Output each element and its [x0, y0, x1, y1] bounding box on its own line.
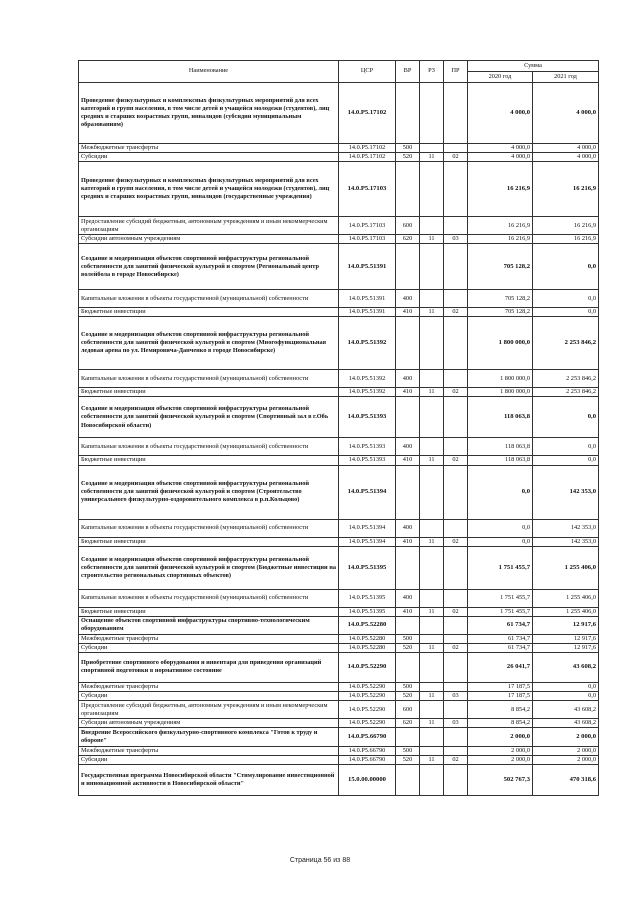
col-sum-header: Сумма: [468, 61, 599, 72]
cell-vr: [396, 244, 420, 290]
cell-name: Межбюджетные трансферты: [79, 747, 339, 756]
cell-csr: 14.0.P5.51392: [339, 388, 396, 397]
cell-vr: 400: [396, 370, 420, 388]
cell-pr: [444, 465, 468, 519]
cell-2021: 0,0: [533, 682, 599, 691]
cell-2020: 61 734,7: [468, 643, 533, 652]
cell-pr: [444, 634, 468, 643]
cell-name: Государственная программа Новосибирской области "Стимулирование инвестиционной и инновационной активности в Новосибирской области": [79, 765, 339, 796]
cell-vr: 520: [396, 692, 420, 701]
cell-csr: 14.0.P5.51391: [339, 308, 396, 317]
table-row: [79, 747, 599, 756]
cell-2021: 2 000,0: [533, 728, 599, 747]
cell-name: Межбюджетные трансферты: [79, 682, 339, 691]
cell-name: Субсидии: [79, 756, 339, 765]
cell-csr: 14.0.P5.52290: [339, 682, 396, 691]
cell-rz: [420, 217, 444, 235]
cell-2021: 0,0: [533, 397, 599, 438]
col-rz-header: РЗ: [420, 61, 444, 83]
cell-name: Бюджетные инвестиции: [79, 388, 339, 397]
cell-2020: 61 734,7: [468, 634, 533, 643]
cell-vr: [396, 317, 420, 370]
cell-name: Субсидии: [79, 643, 339, 652]
cell-csr: 14.0.P5.51395: [339, 546, 396, 589]
cell-2020: 16 216,9: [468, 217, 533, 235]
cell-pr: 02: [444, 756, 468, 765]
cell-name: Субсидии автономным учреждениям: [79, 719, 339, 728]
cell-name: Капитальные вложения в объекты государственной (муниципальной) собственности: [79, 290, 339, 308]
cell-rz: 11: [420, 235, 444, 244]
cell-rz: 11: [420, 719, 444, 728]
cell-2021: 12 917,6: [533, 616, 599, 634]
table-row: [79, 519, 599, 537]
table-row: [79, 589, 599, 607]
cell-rz: [420, 370, 444, 388]
cell-vr: 400: [396, 290, 420, 308]
cell-vr: [396, 397, 420, 438]
cell-csr: 14.0.P5.51394: [339, 519, 396, 537]
cell-csr: 14.0.P5.51395: [339, 589, 396, 607]
cell-rz: 11: [420, 388, 444, 397]
cell-csr: 14.0.P5.52280: [339, 643, 396, 652]
cell-csr: 14.0.P5.51391: [339, 244, 396, 290]
cell-csr: 14.0.P5.17102: [339, 83, 396, 144]
cell-2020: 1 800 000,0: [468, 370, 533, 388]
table-row: [79, 682, 599, 691]
cell-name: Создание и модернизация объектов спортивной инфраструктуры региональной собственности для занятий физической культурой и спортом (Спортивный зал в г.Обь Новосибирской области): [79, 397, 339, 438]
cell-vr: [396, 728, 420, 747]
cell-vr: 520: [396, 643, 420, 652]
cell-csr: 14.0.P5.66790: [339, 747, 396, 756]
cell-2020: 17 187,5: [468, 682, 533, 691]
cell-csr: 14.0.P5.52280: [339, 616, 396, 634]
cell-2021: 1 255 406,0: [533, 589, 599, 607]
budget-sheet: [78, 60, 598, 796]
cell-2020: 16 216,9: [468, 162, 533, 217]
cell-name: Создание и модернизация объектов спортивной инфраструктуры региональной собственности для занятий физической культурой и спортом (Строительство универсального физкультурно-оздоровительного комплекса в р.п.Кольцово): [79, 465, 339, 519]
cell-2020: 2 000,0: [468, 756, 533, 765]
cell-rz: [420, 162, 444, 217]
cell-2021: 0,0: [533, 290, 599, 308]
cell-2020: 705 128,2: [468, 308, 533, 317]
cell-rz: [420, 701, 444, 719]
cell-csr: 14.0.P5.51391: [339, 290, 396, 308]
cell-2021: 43 608,2: [533, 652, 599, 682]
cell-name: Межбюджетные трансферты: [79, 144, 339, 153]
cell-pr: [444, 765, 468, 796]
cell-csr: 14.0.P5.51395: [339, 607, 396, 616]
cell-rz: [420, 244, 444, 290]
cell-vr: 410: [396, 537, 420, 546]
cell-pr: 02: [444, 388, 468, 397]
table-row: [79, 701, 599, 719]
cell-vr: 620: [396, 719, 420, 728]
cell-pr: 03: [444, 692, 468, 701]
cell-2021: 12 917,6: [533, 634, 599, 643]
cell-pr: [444, 519, 468, 537]
cell-vr: 400: [396, 438, 420, 456]
col-2020-header: 2020 год: [468, 72, 533, 83]
cell-vr: [396, 616, 420, 634]
cell-2020: 705 128,2: [468, 290, 533, 308]
cell-name: Субсидии: [79, 692, 339, 701]
budget-table: [78, 60, 599, 796]
table-row: [79, 244, 599, 290]
cell-name: Бюджетные инвестиции: [79, 308, 339, 317]
cell-csr: 14.0.P5.52290: [339, 701, 396, 719]
cell-csr: 14.0.P5.52290: [339, 692, 396, 701]
cell-2021: 142 353,0: [533, 537, 599, 546]
cell-pr: [444, 616, 468, 634]
cell-pr: [444, 144, 468, 153]
table-row: [79, 308, 599, 317]
cell-name: Бюджетные инвестиции: [79, 607, 339, 616]
cell-pr: [444, 370, 468, 388]
cell-csr: 14.0.P5.66790: [339, 728, 396, 747]
cell-name: Проведение физкультурных и комплексных физкультурных мероприятий для всех категорий и групп населения, в том числе детей и учащейся молодежи (студентов), лиц средних и старших возрастных групп, инвалидов (государственные учреждения): [79, 162, 339, 217]
cell-vr: 520: [396, 153, 420, 162]
table-row: [79, 765, 599, 796]
cell-2020: 705 128,2: [468, 244, 533, 290]
cell-2021: 470 318,6: [533, 765, 599, 796]
cell-name: Оснащение объектов спортивной инфраструктуры спортивно-технологическим оборудованием: [79, 616, 339, 634]
cell-pr: [444, 682, 468, 691]
cell-2020: 118 063,8: [468, 397, 533, 438]
cell-2020: 4 000,0: [468, 83, 533, 144]
cell-2021: 2 253 846,2: [533, 317, 599, 370]
cell-rz: [420, 682, 444, 691]
cell-2021: 0,0: [533, 438, 599, 456]
cell-vr: 620: [396, 235, 420, 244]
cell-2020: 1 751 455,7: [468, 546, 533, 589]
cell-csr: 14.0.P5.51392: [339, 370, 396, 388]
cell-name: Субсидии автономным учреждениям: [79, 235, 339, 244]
cell-2020: 17 187,5: [468, 692, 533, 701]
cell-pr: [444, 652, 468, 682]
cell-rz: [420, 546, 444, 589]
cell-2020: 16 216,9: [468, 235, 533, 244]
cell-vr: 600: [396, 701, 420, 719]
cell-vr: 410: [396, 388, 420, 397]
cell-vr: 520: [396, 756, 420, 765]
cell-pr: [444, 546, 468, 589]
cell-2021: 4 000,0: [533, 83, 599, 144]
cell-vr: 400: [396, 519, 420, 537]
cell-pr: [444, 317, 468, 370]
cell-2021: 0,0: [533, 244, 599, 290]
cell-name: Капитальные вложения в объекты государственной (муниципальной) собственности: [79, 589, 339, 607]
cell-rz: [420, 317, 444, 370]
cell-2020: 0,0: [468, 519, 533, 537]
cell-csr: 14.0.P5.51393: [339, 397, 396, 438]
cell-pr: 02: [444, 537, 468, 546]
table-row: [79, 388, 599, 397]
cell-2020: 502 767,3: [468, 765, 533, 796]
cell-rz: 11: [420, 756, 444, 765]
cell-rz: 11: [420, 607, 444, 616]
cell-2021: 16 216,9: [533, 162, 599, 217]
cell-rz: [420, 519, 444, 537]
col-csr-header: ЦСР: [339, 61, 396, 83]
table-row: [79, 756, 599, 765]
cell-2020: 8 854,2: [468, 701, 533, 719]
cell-vr: 410: [396, 308, 420, 317]
cell-2020: 8 854,2: [468, 719, 533, 728]
cell-csr: 14.0.P5.17102: [339, 144, 396, 153]
table-row: [79, 317, 599, 370]
cell-vr: [396, 162, 420, 217]
cell-vr: 410: [396, 607, 420, 616]
cell-2021: 1 255 406,0: [533, 546, 599, 589]
cell-csr: 14.0.P5.51394: [339, 465, 396, 519]
table-body: [79, 83, 599, 796]
cell-rz: [420, 747, 444, 756]
cell-pr: 02: [444, 153, 468, 162]
table-row: [79, 719, 599, 728]
cell-csr: 14.0.P5.52290: [339, 719, 396, 728]
table-row: [79, 546, 599, 589]
cell-csr: 14.0.P5.17103: [339, 235, 396, 244]
cell-csr: 15.0.00.00000: [339, 765, 396, 796]
cell-pr: [444, 162, 468, 217]
cell-csr: 14.0.P5.52290: [339, 652, 396, 682]
cell-2020: 26 041,7: [468, 652, 533, 682]
cell-csr: 14.0.P5.51393: [339, 456, 396, 465]
table-row: [79, 634, 599, 643]
cell-vr: [396, 465, 420, 519]
col-pr-header: ПР: [444, 61, 468, 83]
cell-2020: 61 734,7: [468, 616, 533, 634]
cell-name: Капитальные вложения в объекты государственной (муниципальной) собственности: [79, 438, 339, 456]
cell-name: Создание и модернизация объектов спортивной инфраструктуры региональной собственности для занятий физической культурой и спортом (Многофункциональная ледовая арена по ул. Немировича-Данченко в городе Новосибирске): [79, 317, 339, 370]
cell-2020: 4 000,0: [468, 144, 533, 153]
page-number: Страница 56 из 88: [289, 857, 351, 864]
cell-2021: 16 216,9: [533, 217, 599, 235]
cell-name: Предоставление субсидий бюджетным, автономным учреждениям и иным некоммерческим организациям: [79, 217, 339, 235]
cell-rz: [420, 397, 444, 438]
cell-csr: 14.0.P5.17103: [339, 217, 396, 235]
cell-csr: 14.0.P5.66790: [339, 756, 396, 765]
cell-rz: [420, 652, 444, 682]
cell-pr: [444, 701, 468, 719]
cell-csr: 14.0.P5.51392: [339, 317, 396, 370]
cell-2020: 1 800 000,0: [468, 317, 533, 370]
cell-rz: 11: [420, 308, 444, 317]
cell-vr: 400: [396, 589, 420, 607]
cell-2021: 142 353,0: [533, 519, 599, 537]
cell-2021: 0,0: [533, 308, 599, 317]
table-row: [79, 144, 599, 153]
cell-rz: [420, 290, 444, 308]
cell-name: Субсидии: [79, 153, 339, 162]
cell-2020: 118 063,8: [468, 456, 533, 465]
table-row: [79, 692, 599, 701]
table-row: [79, 465, 599, 519]
cell-csr: 14.0.P5.51394: [339, 537, 396, 546]
cell-pr: [444, 397, 468, 438]
cell-name: Приобретение спортивного оборудования и инвентаря для приведения организаций спортивной подготовки в нормативное состояние: [79, 652, 339, 682]
cell-2021: 2 253 846,2: [533, 388, 599, 397]
cell-name: Капитальные вложения в объекты государственной (муниципальной) собственности: [79, 519, 339, 537]
cell-rz: [420, 616, 444, 634]
cell-name: Межбюджетные трансферты: [79, 634, 339, 643]
cell-name: Бюджетные инвестиции: [79, 537, 339, 546]
cell-2020: 0,0: [468, 537, 533, 546]
cell-pr: 02: [444, 643, 468, 652]
cell-2021: 0,0: [533, 692, 599, 701]
cell-2021: 2 000,0: [533, 756, 599, 765]
cell-name: Внедрение Всероссийского физкультурно-спортивного комплекса "Готов к труду и обороне": [79, 728, 339, 747]
cell-csr: 14.0.P5.52280: [339, 634, 396, 643]
cell-2021: 142 353,0: [533, 465, 599, 519]
cell-pr: [444, 244, 468, 290]
cell-pr: [444, 438, 468, 456]
table-row: [79, 217, 599, 235]
cell-2020: 2 000,0: [468, 728, 533, 747]
cell-rz: 11: [420, 692, 444, 701]
cell-rz: [420, 465, 444, 519]
cell-name: Бюджетные инвестиции: [79, 456, 339, 465]
cell-vr: [396, 652, 420, 682]
cell-rz: [420, 728, 444, 747]
cell-rz: [420, 765, 444, 796]
table-row: [79, 153, 599, 162]
cell-name: Создание и модернизация объектов спортивной инфраструктуры региональной собственности для занятий физической культурой и спортом (Бюджетные инвестиции на строительство региональных спортивных объектов): [79, 546, 339, 589]
cell-vr: [396, 546, 420, 589]
table-row: [79, 438, 599, 456]
cell-name: Создание и модернизация объектов спортивной инфраструктуры региональной собственности для занятий физической культурой и спортом (Региональный центр волейбола в городе Новосибирске): [79, 244, 339, 290]
table-row: [79, 235, 599, 244]
table-row: [79, 456, 599, 465]
cell-vr: 500: [396, 634, 420, 643]
table-row: [79, 397, 599, 438]
cell-csr: 14.0.P5.17103: [339, 162, 396, 217]
cell-name: Предоставление субсидий бюджетным, автономным учреждениям и иным некоммерческим организациям: [79, 701, 339, 719]
cell-rz: 11: [420, 456, 444, 465]
table-row: [79, 537, 599, 546]
col-name-header: Наименование: [79, 61, 339, 83]
col-2021-header: 2021 год: [533, 72, 599, 83]
cell-vr: 500: [396, 144, 420, 153]
table-row: [79, 607, 599, 616]
table-row: [79, 643, 599, 652]
cell-2021: 16 216,9: [533, 235, 599, 244]
cell-pr: 02: [444, 607, 468, 616]
cell-2020: 1 751 455,7: [468, 607, 533, 616]
cell-rz: [420, 634, 444, 643]
cell-rz: [420, 144, 444, 153]
cell-rz: [420, 589, 444, 607]
cell-2021: 2 253 846,2: [533, 370, 599, 388]
table-row: [79, 728, 599, 747]
cell-2021: 43 608,2: [533, 701, 599, 719]
cell-2020: 1 800 000,0: [468, 388, 533, 397]
cell-vr: [396, 83, 420, 144]
cell-pr: 02: [444, 456, 468, 465]
cell-2020: 2 000,0: [468, 747, 533, 756]
cell-pr: [444, 217, 468, 235]
cell-vr: 500: [396, 682, 420, 691]
cell-name: Проведение физкультурных и комплексных физкультурных мероприятий для всех категорий и групп населения, в том числе детей и учащейся молодежи (студентов), лиц средних и старших возрастных групп, инвалидов (субсидии муниципальным образованиям): [79, 83, 339, 144]
cell-2021: 2 000,0: [533, 747, 599, 756]
cell-vr: [396, 765, 420, 796]
cell-2020: 0,0: [468, 465, 533, 519]
cell-2021: 43 608,2: [533, 719, 599, 728]
table-row: [79, 652, 599, 682]
cell-vr: 600: [396, 217, 420, 235]
cell-2021: 4 000,0: [533, 144, 599, 153]
cell-pr: [444, 83, 468, 144]
cell-2021: 0,0: [533, 456, 599, 465]
table-row: [79, 616, 599, 634]
header-row: [79, 61, 599, 72]
cell-pr: [444, 290, 468, 308]
cell-csr: 14.0.P5.51393: [339, 438, 396, 456]
cell-name: Капитальные вложения в объекты государственной (муниципальной) собственности: [79, 370, 339, 388]
cell-rz: 11: [420, 643, 444, 652]
cell-rz: [420, 83, 444, 144]
cell-pr: 03: [444, 719, 468, 728]
cell-pr: 03: [444, 235, 468, 244]
cell-csr: 14.0.P5.17102: [339, 153, 396, 162]
cell-pr: [444, 589, 468, 607]
cell-rz: [420, 438, 444, 456]
cell-2020: 1 751 455,7: [468, 589, 533, 607]
cell-2020: 118 063,8: [468, 438, 533, 456]
cell-pr: 02: [444, 308, 468, 317]
table-row: [79, 290, 599, 308]
cell-2021: 12 917,6: [533, 643, 599, 652]
table-row: [79, 162, 599, 217]
cell-2021: 4 000,0: [533, 153, 599, 162]
cell-vr: 500: [396, 747, 420, 756]
table-row: [79, 83, 599, 144]
cell-rz: 11: [420, 537, 444, 546]
cell-2020: 4 000,0: [468, 153, 533, 162]
cell-pr: [444, 728, 468, 747]
col-vr-header: ВР: [396, 61, 420, 83]
cell-2021: 1 255 406,0: [533, 607, 599, 616]
cell-vr: 410: [396, 456, 420, 465]
cell-pr: [444, 747, 468, 756]
cell-rz: 11: [420, 153, 444, 162]
table-row: [79, 370, 599, 388]
